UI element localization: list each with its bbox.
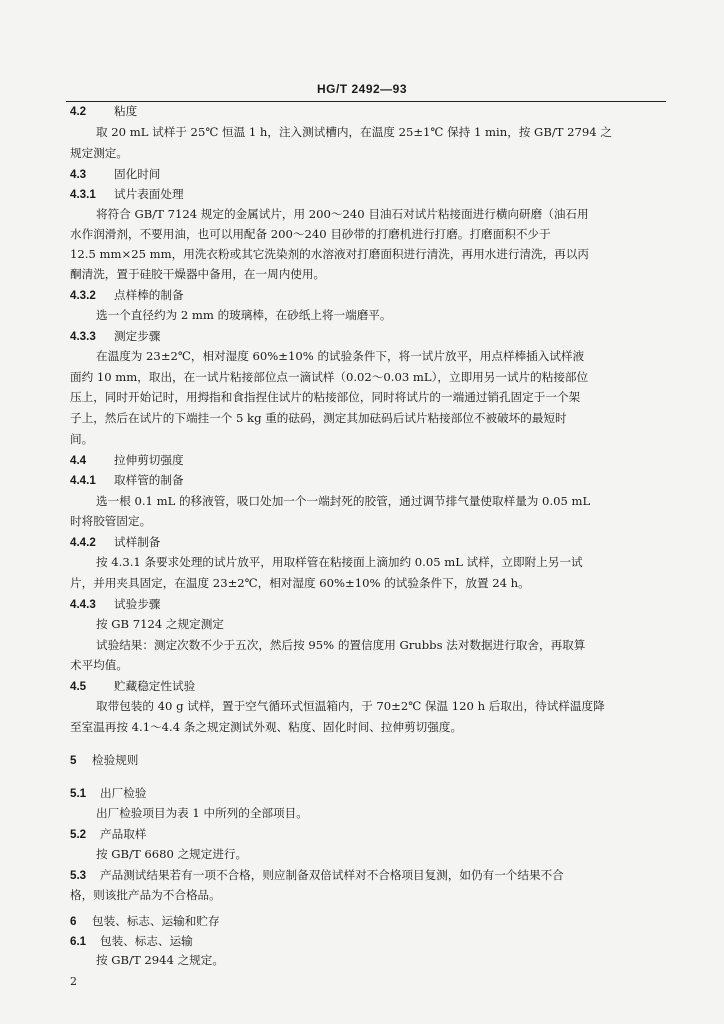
- section-number: 4.3.2: [70, 289, 96, 302]
- section-4-4-heading: [70, 452, 184, 469]
- section-text: 产品测试结果若有一项不合格，则应制备双倍试样对不合格项目复测，如仍有一个结果不合: [100, 868, 564, 882]
- paragraph-line: 压上，同时开始记时，用拇指和食指捏住试片的粘接部位，同时将试片的一端通过销孔固定于一个架: [70, 390, 581, 404]
- section-number: 6: [70, 915, 77, 928]
- page-number: 2: [70, 975, 77, 988]
- section-4-2-heading: [70, 103, 137, 120]
- section-title: 点样棒的制备: [114, 288, 184, 302]
- section-title: 贮藏稳定性试验: [114, 679, 196, 693]
- section-number: 4.2: [70, 105, 87, 118]
- section-5-1-heading: [70, 785, 146, 802]
- section-title: 测定步骤: [114, 329, 161, 343]
- section-title: 取样管的制备: [114, 473, 184, 487]
- section-title: 出厂检验: [100, 786, 147, 800]
- paragraph-line: 将符合 GB/T 7124 规定的金属试片，用 200～240 目油石对试片粘接面进行横向研磨（油石用: [96, 207, 589, 221]
- section-number: 5.1: [70, 787, 87, 800]
- paragraph-line: 片，并用夹具固定，在温度 23±2℃，相对湿度 60%±10% 的试验条件下，放置 24 h。: [70, 576, 530, 590]
- section-number: 4.4: [70, 454, 87, 467]
- section-4-3-1-heading: [70, 186, 184, 203]
- paragraph-line: 取带包装的 40 g 试样，置于空气循环式恒温箱内，于 70±2℃ 保温 120 h 后取出，待试样温度降: [96, 699, 605, 713]
- section-title: 产品取样: [100, 827, 147, 841]
- section-number: 4.5: [70, 680, 87, 693]
- paragraph-line: 格，则该批产品为不合格品。: [70, 888, 221, 902]
- paragraph-line: 术平均值。: [70, 658, 128, 672]
- section-6-heading: [70, 913, 220, 930]
- paragraph-line: 选一根 0.1 mL 的移液管，吸口处加一个一端封死的胶管，通过调节排气量使取样量为 0.05 mL: [96, 494, 591, 508]
- paragraph-line: 面约 10 mm，取出，在一试片粘接部位点一滴试样（0.02～0.03 mL），立即用另一试片的粘接部位: [70, 370, 589, 384]
- section-number: 4.3: [70, 168, 87, 181]
- section-4-3-2-heading: [70, 287, 184, 304]
- paragraph-line: 取 20 mL 试样于 25℃ 恒温 1 h，注入测试槽内，在温度 25±1℃ 保持 1 min，按 GB/T 2794 之: [96, 125, 612, 139]
- section-title: 固化时间: [114, 167, 161, 181]
- section-title: 拉伸剪切强度: [114, 453, 184, 467]
- section-number: 4.4.3: [70, 598, 96, 611]
- header-rule: [66, 101, 666, 102]
- paragraph-line: 试验结果：测定次数不少于五次，然后按 95% 的置信度用 Grubbs 法对数据进行取舍，再取算: [96, 638, 586, 652]
- paragraph-line: 至室温再按 4.1～4.4 条之规定测试外观、粘度、固化时间、拉伸剪切强度。: [70, 720, 463, 734]
- paragraph-line: 12.5 mm×25 mm，用洗衣粉或其它洗染剂的水溶液对打磨面积进行清洗，再用水进行清洗，再以丙: [70, 247, 590, 261]
- section-5-3-heading: [70, 867, 564, 884]
- section-title: 试片表面处理: [114, 187, 184, 201]
- section-title: 试验步骤: [114, 597, 161, 611]
- section-5-2-heading: [70, 826, 146, 843]
- section-title: 包装、标志、运输和贮存: [92, 914, 220, 928]
- section-4-4-1-heading: [70, 472, 184, 489]
- section-number: 6.1: [70, 935, 87, 948]
- section-6-1-heading: [70, 933, 193, 950]
- section-title: 检验规则: [92, 753, 139, 767]
- section-4-3-3-heading: [70, 328, 160, 345]
- section-number: 4.4.1: [70, 474, 96, 487]
- paragraph-line: 时将胶管固定。: [70, 514, 152, 528]
- section-4-5-heading: [70, 678, 195, 695]
- section-4-4-2-heading: [70, 534, 160, 551]
- paragraph-line: 按 GB/T 2944 之规定。: [96, 953, 224, 967]
- paragraph-line: 在温度为 23±2℃，相对湿度 60%±10% 的试验条件下，将一试片放平，用点样棒插入试样液: [96, 349, 585, 363]
- paragraph-line: 水作润滑剂，不要用油，也可以用配备 200～240 目砂带的打磨机进行打磨。打磨面积不少于: [70, 227, 551, 241]
- section-number: 4.3.3: [70, 330, 96, 343]
- section-number: 4.3.1: [70, 188, 96, 201]
- section-number: 5: [70, 754, 77, 767]
- paragraph-line: 选一个直径约为 2 mm 的玻璃棒，在砂纸上将一端磨平。: [96, 308, 392, 322]
- paragraph-line: 按 GB 7124 之规定测定: [96, 617, 224, 631]
- paragraph-line: 按 GB/T 6680 之规定进行。: [96, 847, 248, 861]
- paragraph-line: 出厂检验项目为表 1 中所列的全部项目。: [96, 806, 308, 820]
- section-4-3-heading: [70, 166, 160, 183]
- section-title: 包装、标志、运输: [100, 934, 193, 948]
- paragraph-line: 规定测定。: [70, 146, 128, 160]
- paragraph-line: 酮清洗，置于硅胶干燥器中备用，在一周内使用。: [70, 267, 326, 281]
- section-number: 5.3: [70, 869, 87, 882]
- standard-header: HG/T 2492—93: [316, 82, 408, 96]
- paragraph-line: 子上，然后在试片的下端挂一个 5 kg 重的砝码，测定其加砝码后试片粘接部位不被破坏的最短时: [70, 411, 567, 425]
- section-4-4-3-heading: [70, 596, 160, 613]
- section-number: 4.4.2: [70, 536, 96, 549]
- section-title: 试样制备: [114, 535, 161, 549]
- paragraph-line: 按 4.3.1 条要求处理的试片放平，用取样管在粘接面上滴加约 0.05 mL 试样，立即附上另一试: [96, 555, 583, 569]
- paragraph-line: 间。: [70, 432, 94, 446]
- section-5-heading: [70, 752, 138, 769]
- section-number: 5.2: [70, 828, 87, 841]
- section-title: 粘度: [114, 104, 138, 118]
